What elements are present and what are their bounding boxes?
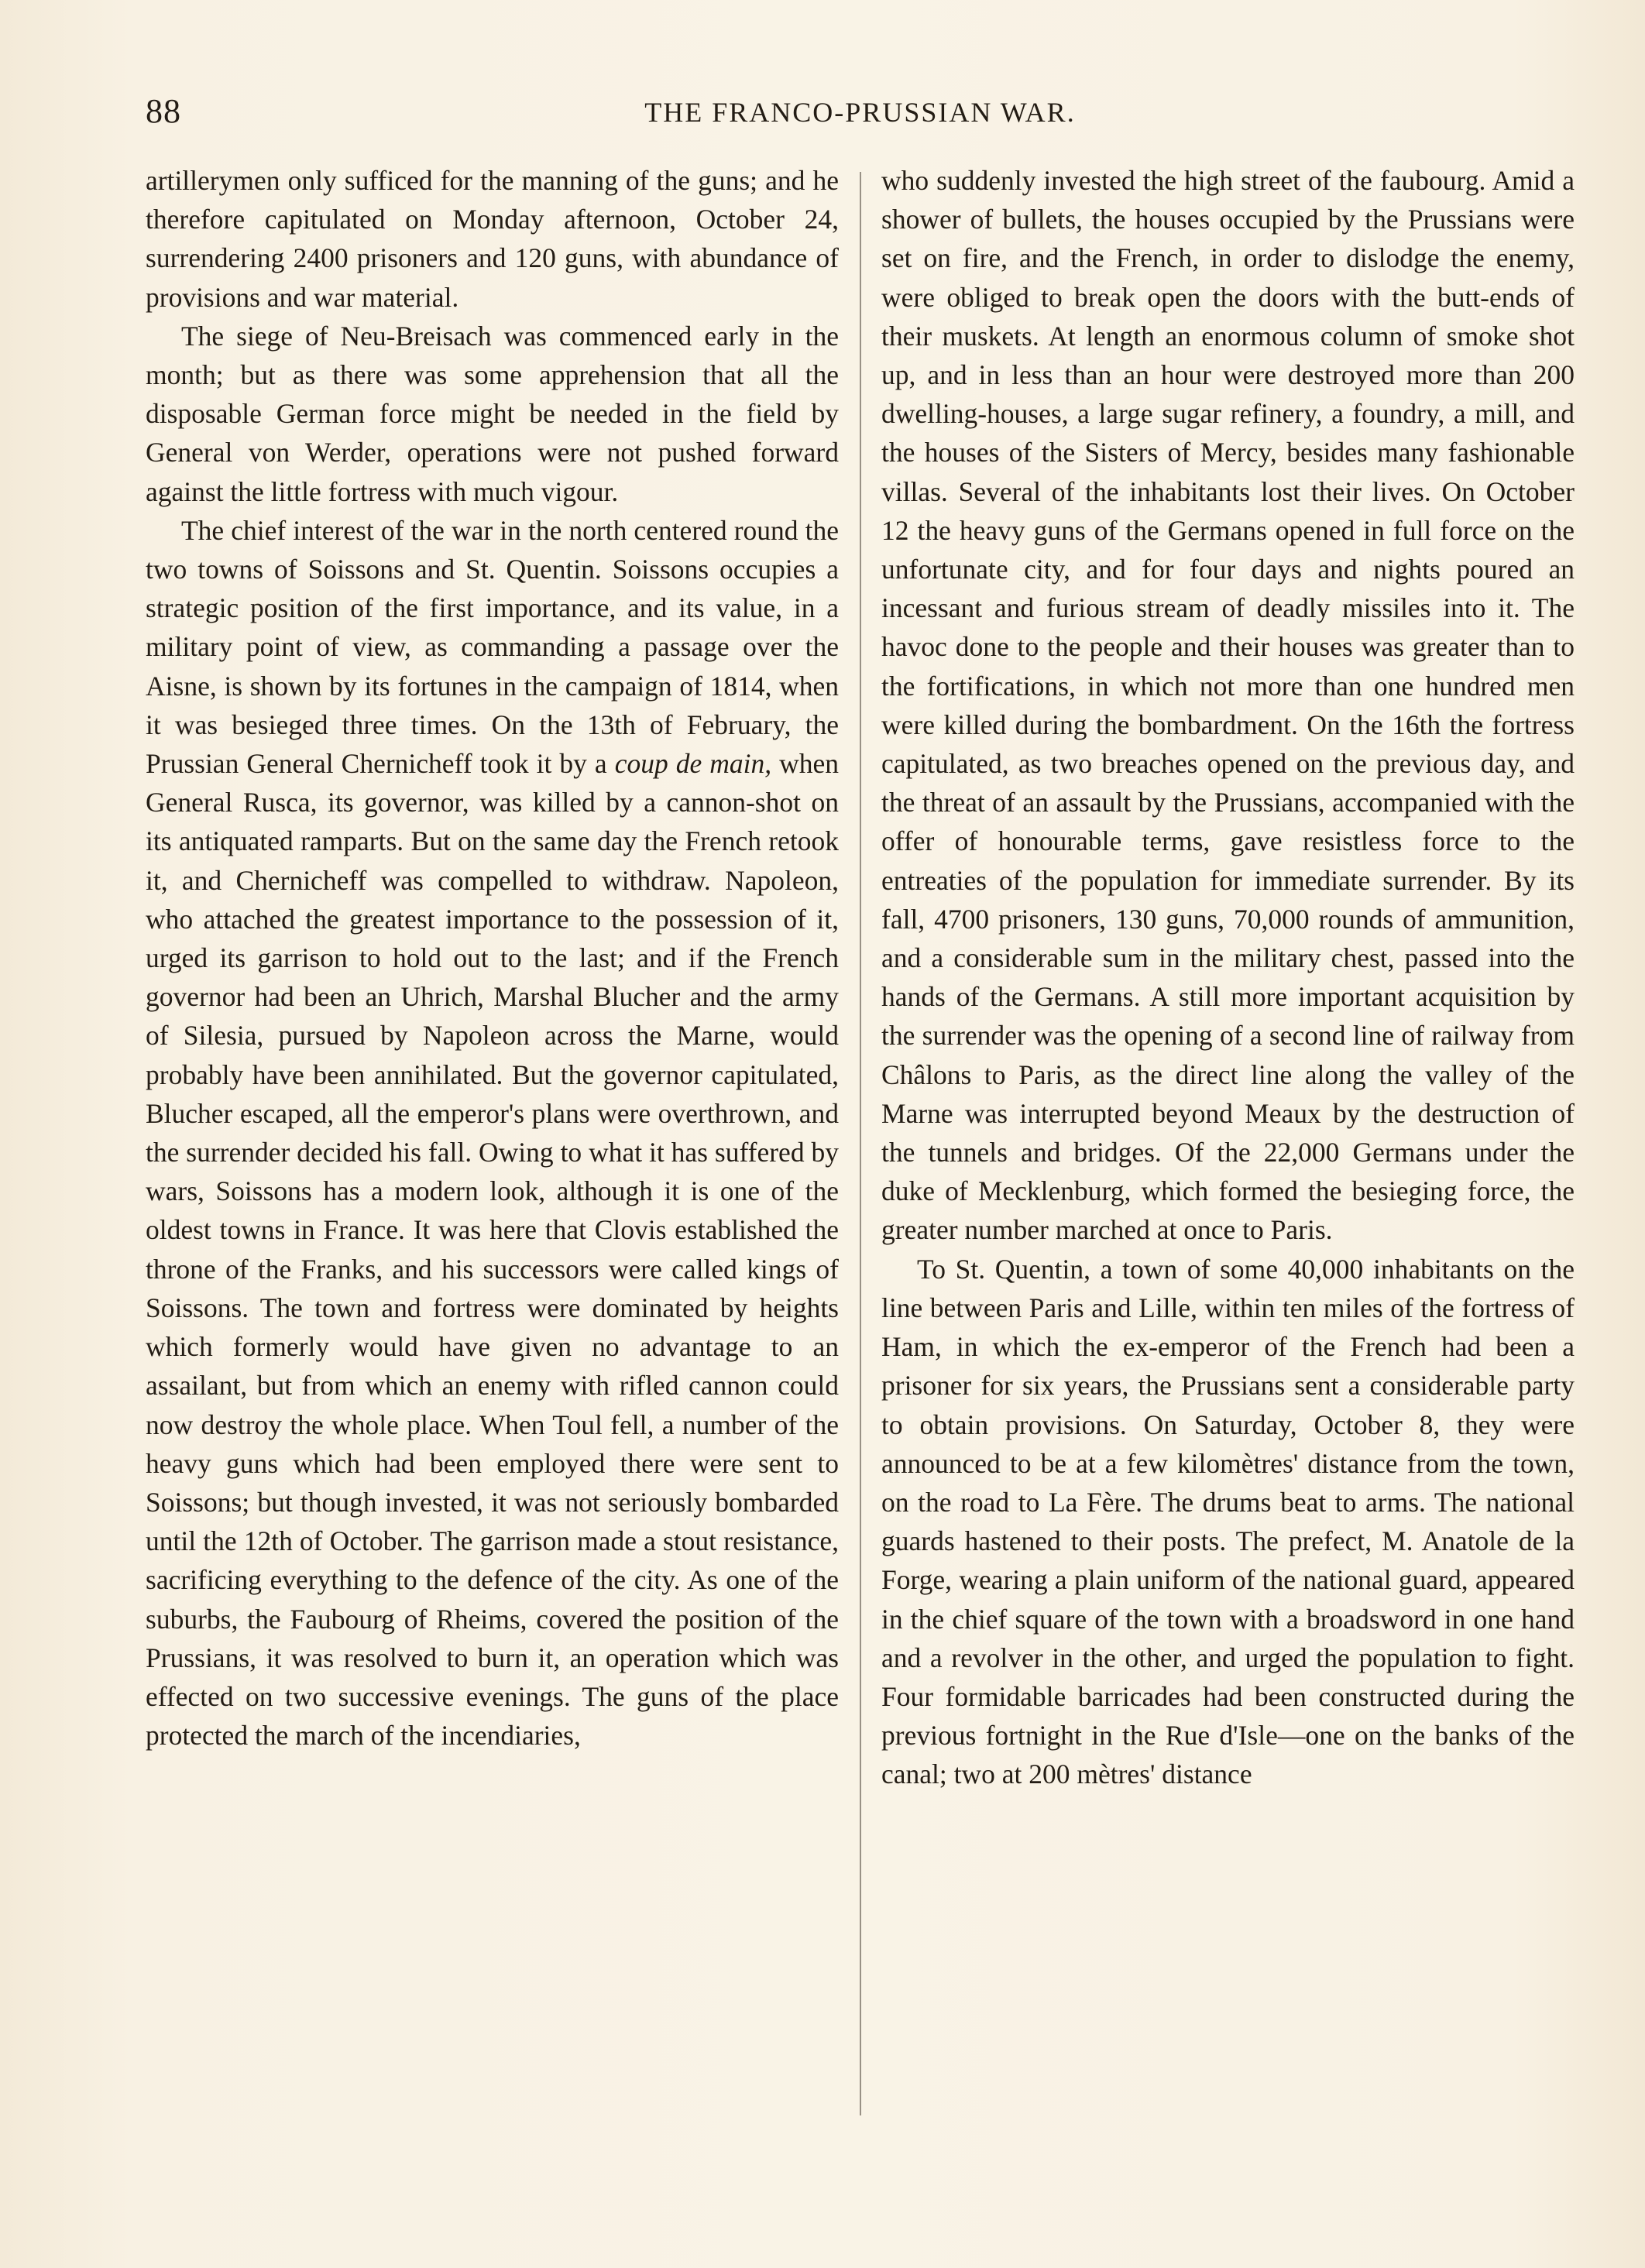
paragraph: artillerymen only sufficed for the manning of the guns; and he therefore capitulated on Monday afternoon, October 24, surrendering 2400 prisoners and 120 guns, with abundance of provisions and war material. bbox=[146, 165, 839, 313]
page-number: 88 bbox=[146, 92, 181, 130]
right-column bbox=[881, 161, 1575, 1794]
paragraph bbox=[146, 511, 839, 1755]
italic-phrase: coup de main, bbox=[614, 748, 772, 780]
paragraph: who suddenly invested the high street of the faubourg. Amid a shower of bullets, the houses occupied by the Prussians were set on fire, and the French, in order to dislodge the enemy, were obliged to break open the doors with the butt-ends of their muskets. At length an enormous column of smoke shot up, and in less than an hour were destroyed more than 200 dwelling-houses, a large sugar refinery, a foundry, a mill, and the houses of the Sisters of Mercy, besides many fashionable villas. Several of the inhabitants lost their lives. On October 12 the heavy guns of the Germans opened in full force on the unfortunate city, and for four days and nights poured an incessant and furious stream of deadly missiles into it. The havoc done to the people and their houses was greater than to the fortifications, in which not more than one hundred men were killed during the bombardment. On the 16th the fortress capitulated, as two breaches opened on the previous day, and the threat of an assault by the Prussians, accompanied with the offer of honourable terms, gave resistless force to the entreaties of the population for immediate surrender. By its fall, 4700 prisoners, 130 guns, 70,000 rounds of ammunition, and a considerable sum in the military chest, passed into the hands of the Germans. A still more important acquisition by the surrender was the opening of a second line of railway from Châlons to Paris, as the direct line along the valley of the Marne was interrupted beyond Meaux by the destruction of the tunnels and bridges. Of the 22,000 Germans under the duke of Mecklenburg, which formed the besieging force, the greater number marched at once to Paris. bbox=[881, 165, 1575, 1246]
paragraph-text: The chief interest of the war in the north centered round the two towns of Soissons and St. Quentin. Soissons occupies a strategic position of the first importance, and its value, in a military point of view, as commanding a passage over the Aisne, is shown by its fortunes in the campaign of 1814, when it was besieged three times. On the 13th of February, the Prussian General Chernicheff took it by a bbox=[146, 514, 839, 780]
left-column bbox=[146, 161, 839, 1755]
running-title: THE FRANCO-PRUSSIAN WAR. bbox=[644, 97, 1076, 128]
paragraph: The siege of Neu-Breisach was commenced early in the month; but as there was some apprehension that all the disposable German force might be needed in the field by General von Werder, operations were not pushed forward against the little fortress with much vigour. bbox=[146, 320, 839, 507]
page-header bbox=[146, 91, 1575, 138]
paragraph-text: when General Rusca, its governor, was killed by a cannon-shot on its antiquated ramparts. But on the same day the French retook it, and Chernicheff was compelled to withdraw. Napoleon, who attached the greatest importance to the possession of it, urged its garrison to hold out to the last; and if the French governor had been an Uhrich, Marshal Blucher and the army of Silesia, pursued by Napoleon across the Marne, would probably have been annihilated. But the governor capitulated, Blucher escaped, all the emperor's plans were overthrown, and the surrender decided his fall. Owing to what it has suffered by wars, Soissons has a modern look, although it is one of the oldest towns in France. It was here that Clovis established the throne of the Franks, and his successors were called kings of Soissons. The town and fortress were dominated by heights which formerly would have given no advantage to an assailant, but from which an enemy with rifled cannon could now destroy the whole place. When Toul fell, a number of the heavy guns which had been employed there were sent to Soissons; but though invested, it was not seriously bombarded until the 12th of October. The garrison made a stout resistance, sacrificing everything to the defence of the city. As one of the suburbs, the Faubourg of Rheims, covered the position of the Prussians, it was resolved to burn it, an operation which was effected on two successive evenings. The guns of the place protected the march of the incendiaries, bbox=[146, 748, 840, 1752]
paragraph: To St. Quentin, a town of some 40,000 inhabitants on the line between Paris and Lille, within ten miles of the fortress of Ham, in which the ex-emperor of the French had been a prisoner for six years, the Prussians sent a considerable party to obtain provisions. On Saturday, October 8, they were announced to be at a few kilomètres' distance from the town, on the road to La Fère. The drums beat to arms. The national guards hastened to their posts. The prefect, M. Anatole de la Forge, wearing a plain uniform of the national guard, appeared in the chief square of the town with a broadsword in one hand and a revolver in the other, and urged the population to fight. Four formidable barricades had been constructed during the previous fortnight in the Rue d'Isle—one on the banks of the canal; two at 200 mètres' distance bbox=[881, 1253, 1575, 1790]
column-divider bbox=[860, 172, 861, 2115]
